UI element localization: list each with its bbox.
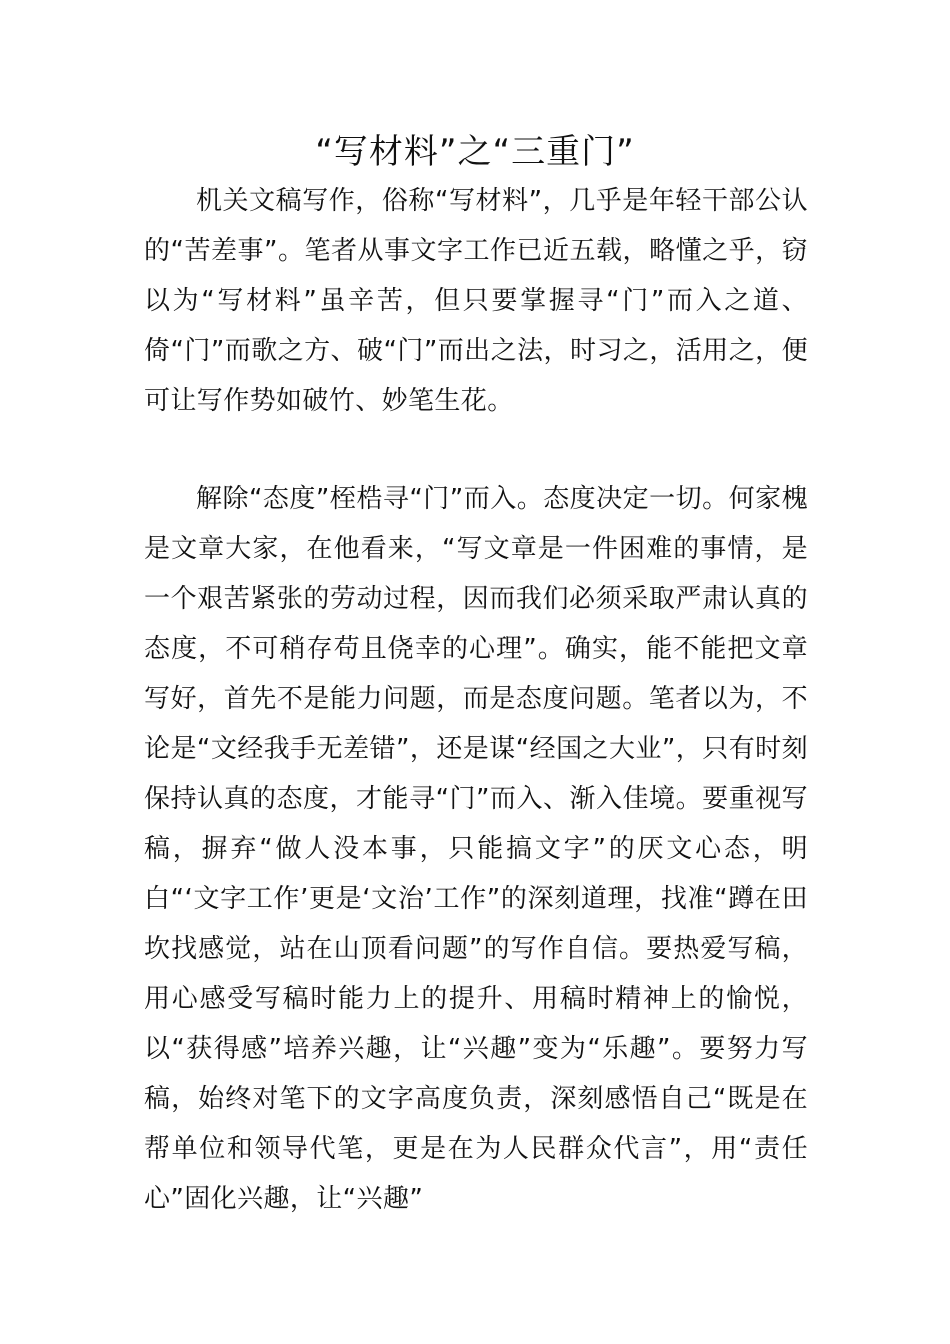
paragraph-attitude: 解除“态度”桎梏寻“门”而入。态度决定一切。何家槐是文章大家，在他看来，“写文章是一件困难的事情，是一个艰苦紧张的劳动过程，因而我们必须采取严肃认真的态度，不可稍存苟且侥幸的心理”。确实，能不能把文章写好，首先不是能力问题，而是态度问题。笔者以为，不论是“文经我手无差错”，还是谋“经国之大业”，只有时刻保持认真的态度，才能寻“门”而入、渐入佳境。要重视写稿，摒弃“做人没本事，只能搞文字”的厌文心态，明白“‘文字工作’更是‘文治’工作”的深刻道理，找准“蹲在田坎找感觉，站在山顶看问题”的写作自信。要热爱写稿，用心感受写稿时能力上的提升、用稿时精神上的愉悦，以“获得感”培养兴趣，让“兴趣”变为“乐趣”。要努力写稿，始终对笔下的文字高度负责，深刻感悟自己“既是在帮单位和领导代笔，更是在为人民群众代言”，用“责任心”固化兴趣，让“兴趣” <box>144 484 808 1214</box>
document-title: “写材料”之“三重门” <box>315 132 635 172</box>
paragraph-intro: 机关文稿写作，俗称“写材料”，几乎是年轻干部公认的“苦差事”。笔者从事文字工作已近五载，略懂之乎，窃以为“写材料”虽辛苦，但只要掌握寻“门”而入之道、倚“门”而歌之方、破“门”而出之法，时习之，活用之，便可让写作势如破竹、妙笔生花。 <box>144 186 808 416</box>
